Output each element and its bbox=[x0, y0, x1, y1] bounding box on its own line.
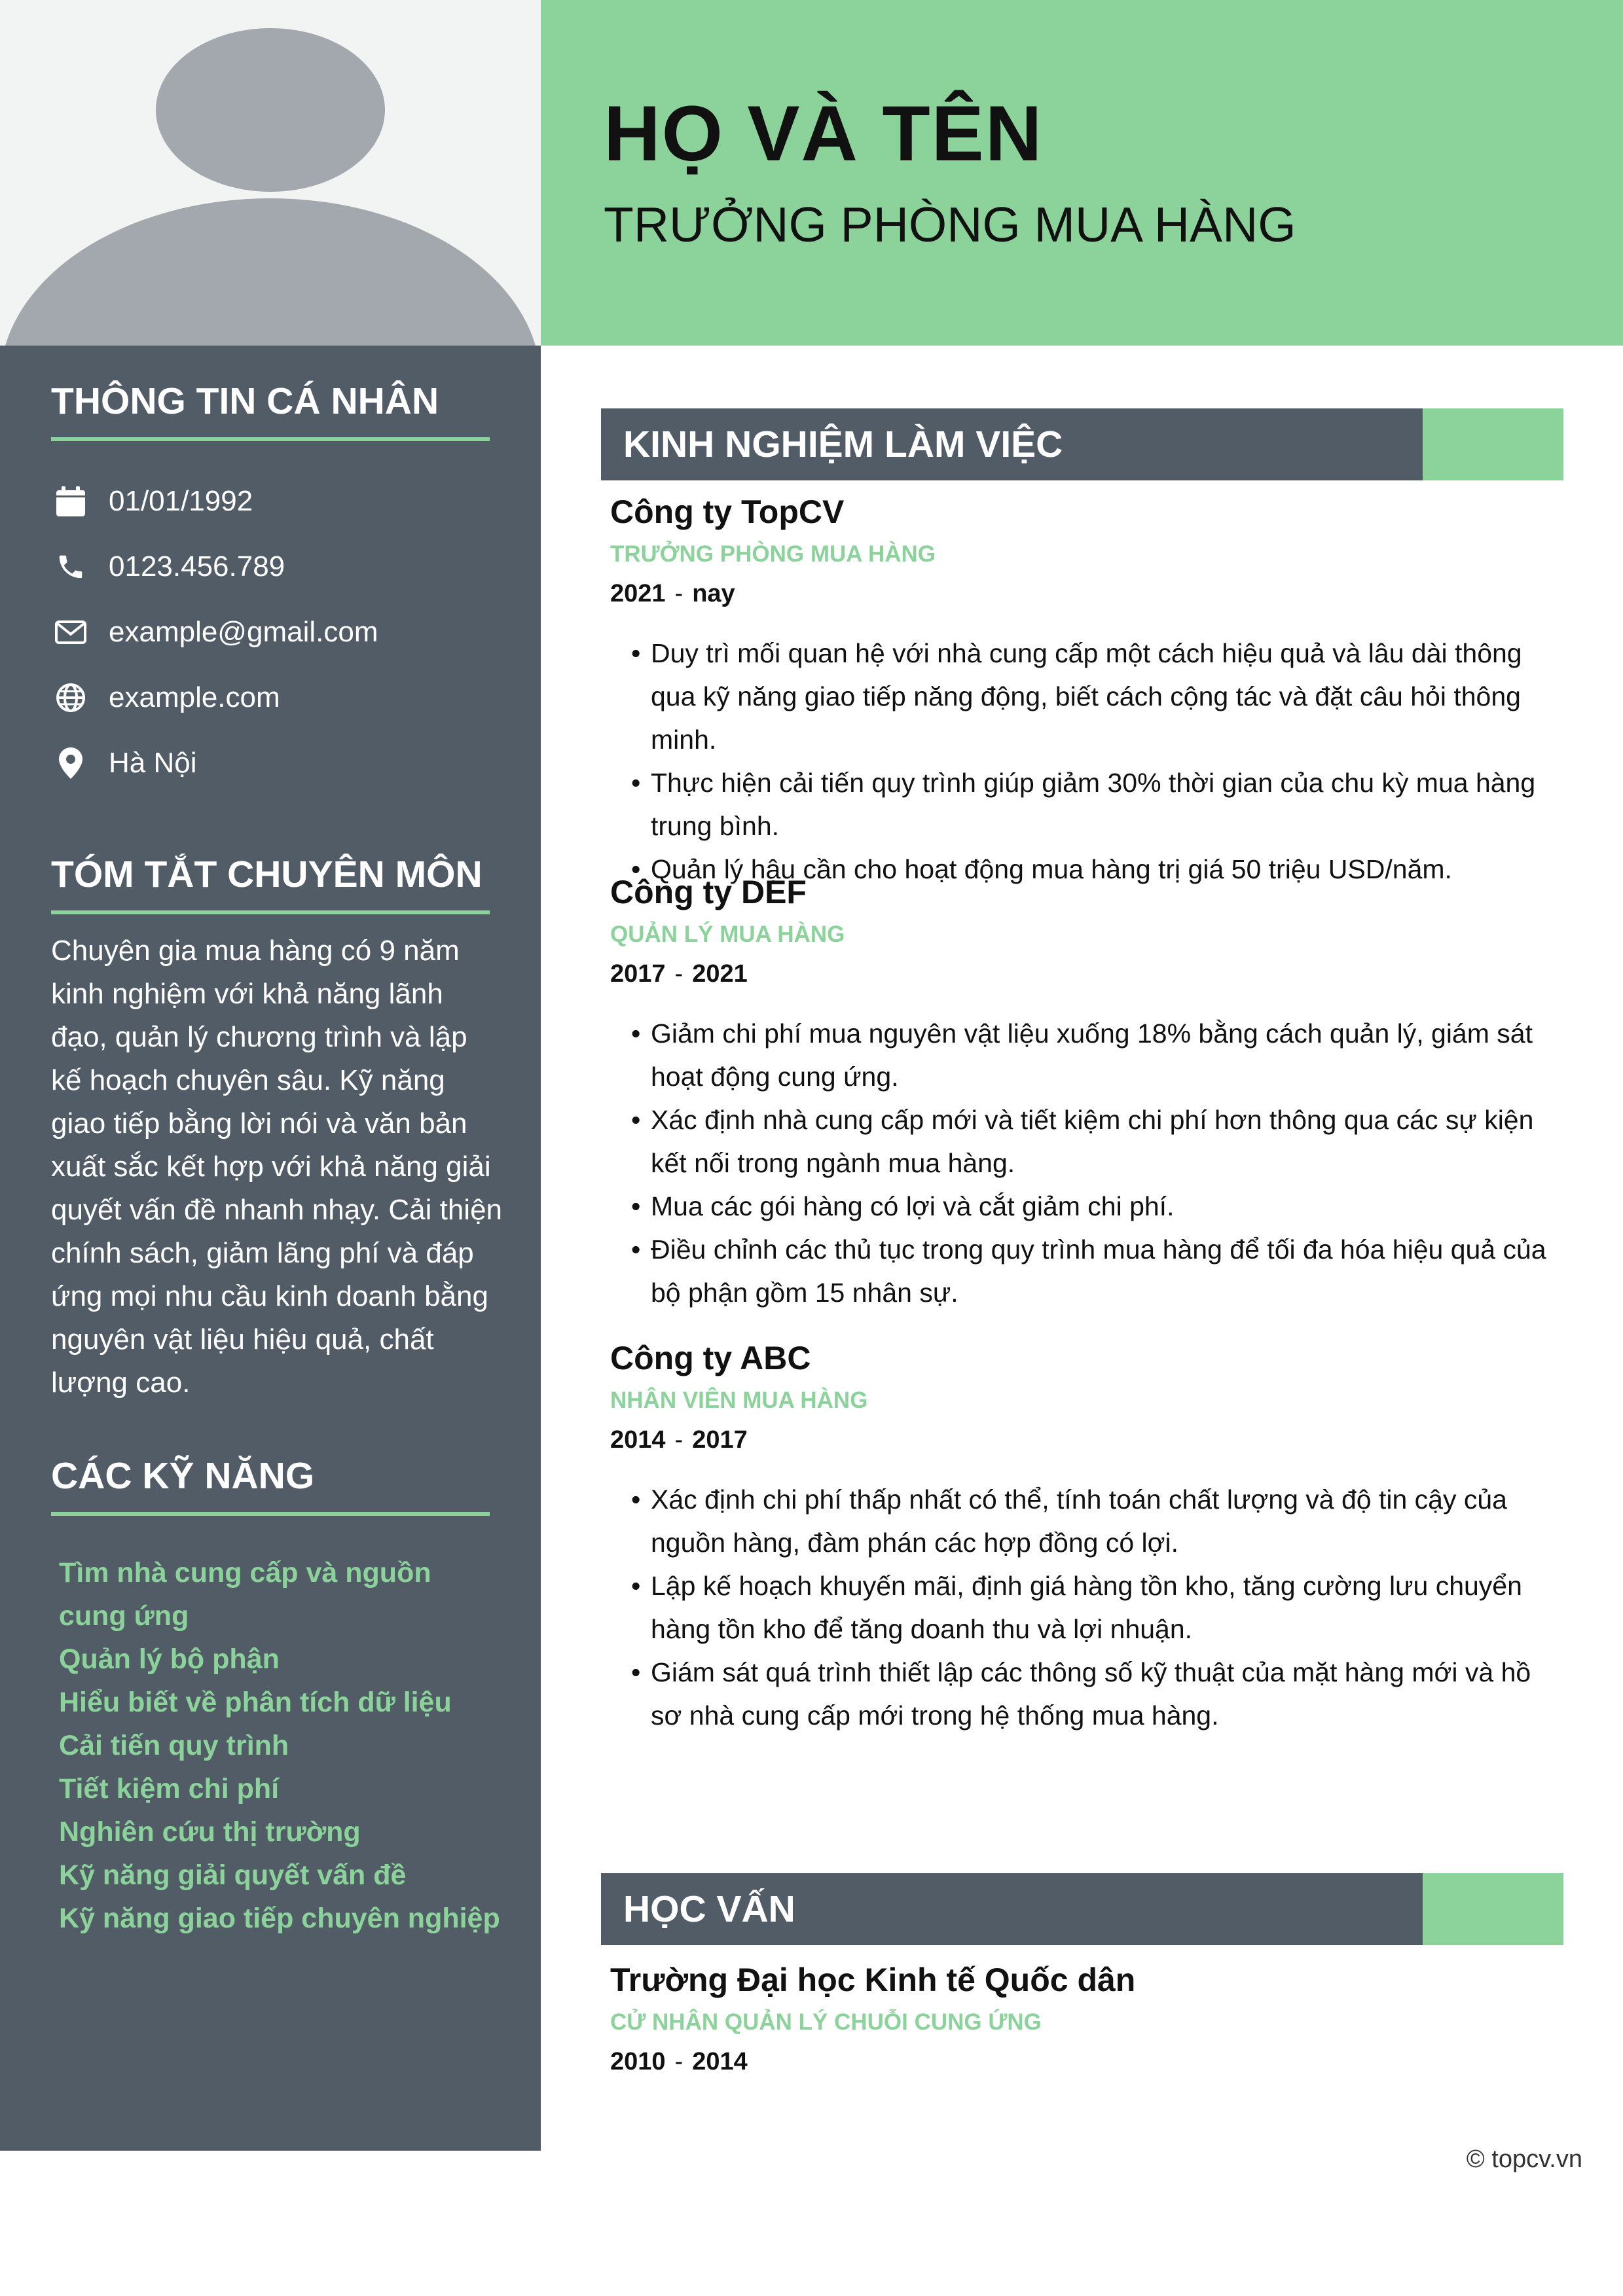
skill-item: Tìm nhà cung cấp và nguồn cung ứng bbox=[59, 1557, 431, 1632]
envelope-icon bbox=[51, 613, 90, 652]
job-period bbox=[610, 1420, 1553, 1460]
education-section-bar bbox=[601, 1873, 1563, 1945]
job-bullet: • Xác định nhà cung cấp mới và tiết kiệm chi phí hơn thông qua các sự kiện kết nối trong ngành mua hàng. bbox=[610, 1098, 1553, 1185]
summary-text: Chuyên gia mua hàng có 9 năm kinh nghiệm với khả năng lãnh đạo, quản lý chương trình và lập kế hoạch chuyên sâu. Kỹ năng giao tiếp bằng lời nói và văn bản xuất sắc kết hợp với khả năng giải quyết vấn đề nhanh nhạy. Cải thiện chính sách, giảm lãng phí và đáp ứng mọi nhu cầu kinh doanh bằng nguyên vật liệu hiệu quả, chất lượng cao. bbox=[51, 935, 503, 1399]
birthday-value: 01/01/1992 bbox=[109, 485, 253, 517]
skill-item: Tiết kiệm chi phí bbox=[59, 1773, 280, 1804]
contact-row-birthday bbox=[51, 475, 253, 528]
location-pin-icon bbox=[51, 744, 90, 783]
job-abc bbox=[610, 1335, 1553, 1737]
job-bullet: • Điều chỉnh các thủ tục trong quy trình mua hàng để tối đa hóa hiệu quả của bộ phận gồm 15 nhân sự. bbox=[610, 1228, 1553, 1314]
job-end: nay bbox=[692, 580, 735, 607]
candidate-role: TRƯỞNG PHÒNG MUA HÀNG bbox=[604, 197, 1296, 252]
contact-row-phone bbox=[51, 541, 285, 593]
job-end: 2017 bbox=[692, 1426, 748, 1454]
avatar-head bbox=[156, 28, 385, 192]
job-bullet: • Xác định chi phí thấp nhất có thể, tính toán chất lượng và độ tin cậy của nguồn hàng, đàm phán các hợp đồng có lợi. bbox=[610, 1478, 1553, 1564]
candidate-name: HỌ VÀ TÊN bbox=[604, 90, 1044, 177]
job-end: 2021 bbox=[692, 960, 748, 988]
personal-info-rule bbox=[51, 437, 490, 441]
skills-heading: CÁC KỸ NĂNG bbox=[51, 1455, 315, 1497]
job-bullet: • Duy trì mối quan hệ với nhà cung cấp một cách hiệu quả và lâu dài thông qua kỹ năng giao tiếp năng động, biết cách cộng tác và đặt câu hỏi thông minh. bbox=[610, 632, 1553, 761]
contact-row-email bbox=[51, 606, 378, 658]
skills-rule bbox=[51, 1512, 490, 1516]
summary-heading: TÓM TẮT CHUYÊN MÔN bbox=[51, 853, 483, 895]
job-period bbox=[610, 574, 1553, 613]
job-bullets bbox=[610, 1012, 1553, 1314]
job-company: Công ty ABC bbox=[610, 1340, 811, 1376]
period-separator: - bbox=[674, 2048, 684, 2075]
job-bullet: • Giám sát quá trình thiết lập các thông số kỹ thuật của mặt hàng mới và hồ sơ nhà cung cấp mới trong hệ thống mua hàng. bbox=[610, 1651, 1553, 1737]
contact-row-website bbox=[51, 672, 280, 724]
website-value[interactable]: example.com bbox=[109, 681, 280, 713]
skill-item: Hiểu biết về phân tích dữ liệu bbox=[59, 1687, 452, 1718]
skill-item: Nghiên cứu thị trường bbox=[59, 1816, 361, 1848]
job-company: Công ty DEF bbox=[610, 874, 807, 910]
job-topcv bbox=[610, 489, 1553, 891]
avatar bbox=[0, 0, 541, 346]
job-start: 2014 bbox=[610, 1426, 666, 1454]
job-start: 2017 bbox=[610, 960, 666, 988]
school-name: Trường Đại học Kinh tế Quốc dân bbox=[610, 1962, 1136, 1998]
job-bullet: • Thực hiện cải tiến quy trình giúp giảm 30% thời gian của chu kỳ mua hàng trung bình. bbox=[610, 761, 1553, 848]
job-bullets bbox=[610, 1478, 1553, 1737]
avatar-body bbox=[0, 198, 541, 346]
education-entry bbox=[610, 1957, 1553, 2081]
topcv-watermark: © topcv.vn bbox=[1466, 2145, 1582, 2173]
job-bullet: • Quản lý hậu cần cho hoạt động mua hàng trị giá 50 triệu USD/năm. bbox=[610, 848, 1553, 891]
education-start: 2010 bbox=[610, 2048, 666, 2075]
degree: CỬ NHÂN QUẢN LÝ CHUỖI CUNG ỨNG bbox=[610, 2009, 1042, 2035]
education-heading: HỌC VẤN bbox=[623, 1888, 795, 1930]
contact-row-location bbox=[51, 737, 197, 789]
period-separator: - bbox=[674, 960, 684, 988]
experience-section-bar bbox=[601, 408, 1563, 480]
skill-item: Cải tiến quy trình bbox=[59, 1730, 289, 1761]
period-separator: - bbox=[674, 580, 684, 607]
education-accent-block bbox=[1423, 1873, 1563, 1945]
job-period bbox=[610, 954, 1553, 994]
skill-item: Kỹ năng giải quyết vấn đề bbox=[59, 1859, 407, 1891]
job-position: TRƯỞNG PHÒNG MUA HÀNG bbox=[610, 541, 936, 567]
calendar-icon bbox=[51, 482, 90, 521]
globe-icon bbox=[51, 678, 90, 717]
job-company: Công ty TopCV bbox=[610, 493, 845, 530]
education-end: 2014 bbox=[692, 2048, 748, 2075]
experience-heading: KINH NGHIỆM LÀM VIỆC bbox=[623, 423, 1063, 465]
job-position: NHÂN VIÊN MUA HÀNG bbox=[610, 1388, 868, 1413]
phone-value[interactable]: 0123.456.789 bbox=[109, 550, 285, 583]
job-bullet: • Lập kế hoạch khuyến mãi, định giá hàng tồn kho, tăng cường lưu chuyển hàng tồn kho để tăng doanh thu và lợi nhuận. bbox=[610, 1564, 1553, 1651]
phone-icon bbox=[51, 547, 90, 586]
personal-info-heading: THÔNG TIN CÁ NHÂN bbox=[51, 380, 439, 422]
location-value: Hà Nội bbox=[109, 747, 197, 779]
job-def bbox=[610, 869, 1553, 1314]
summary-rule bbox=[51, 910, 490, 914]
job-bullet: • Giảm chi phí mua nguyên vật liệu xuống 18% bằng cách quản lý, giám sát hoạt động cung ứng. bbox=[610, 1012, 1553, 1098]
job-start: 2021 bbox=[610, 580, 666, 607]
job-bullets bbox=[610, 632, 1553, 891]
period-separator: - bbox=[674, 1426, 684, 1454]
email-value[interactable]: example@gmail.com bbox=[109, 616, 378, 648]
skill-item: Kỹ năng giao tiếp chuyên nghiệp bbox=[59, 1903, 500, 1934]
education-period bbox=[610, 2042, 1553, 2081]
job-position: QUẢN LÝ MUA HÀNG bbox=[610, 922, 845, 947]
experience-accent-block bbox=[1423, 408, 1563, 480]
skill-item: Quản lý bộ phận bbox=[59, 1643, 280, 1675]
skills-list bbox=[59, 1551, 504, 1940]
job-bullet: • Mua các gói hàng có lợi và cắt giảm chi phí. bbox=[610, 1185, 1553, 1228]
sidebar bbox=[0, 0, 541, 2151]
